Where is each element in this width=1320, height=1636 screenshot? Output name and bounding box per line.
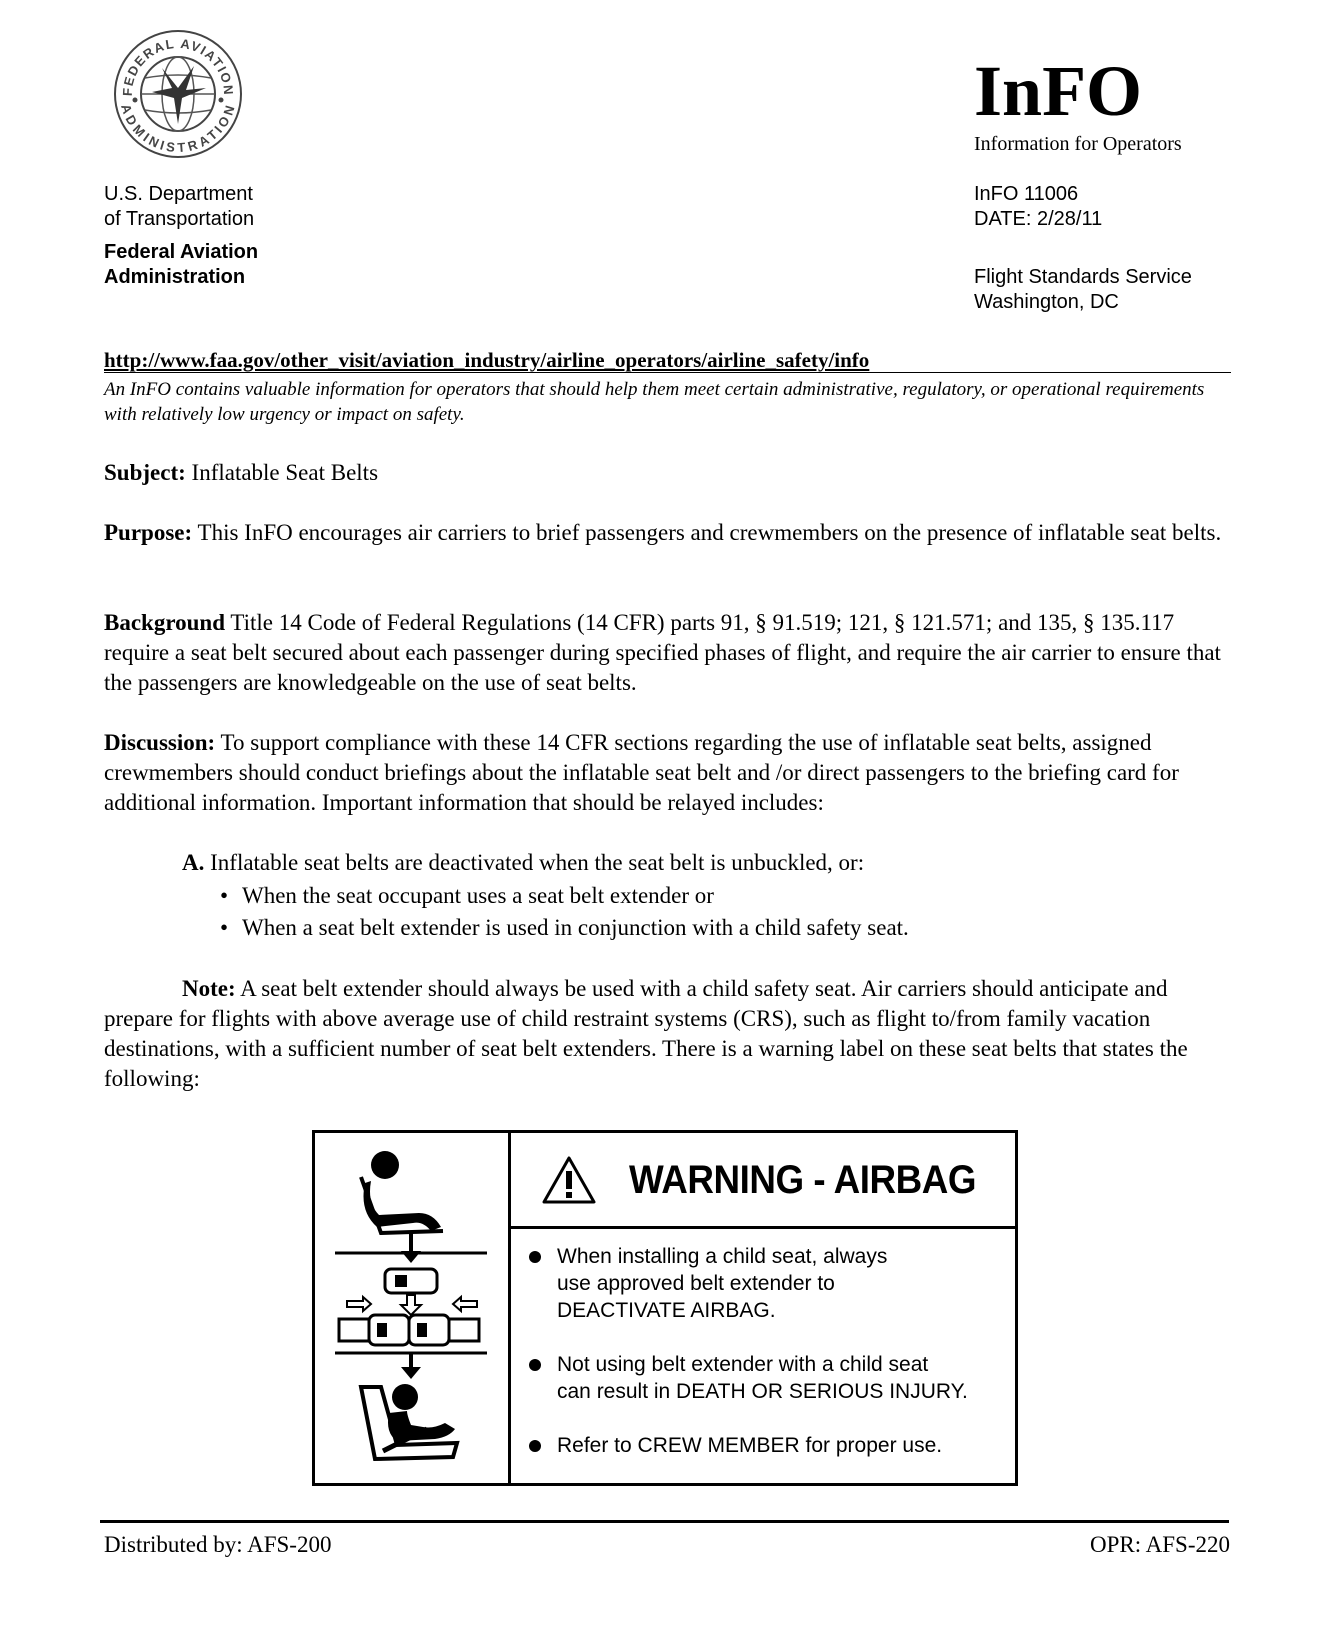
- warning-item-text: Not using belt extender with a child seat can result in DEATH OR SERIOUS INJURY.: [557, 1353, 968, 1403]
- list-item: [529, 1351, 968, 1405]
- dept-line-2: of Transportation: [104, 208, 255, 230]
- purpose-paragraph: [104, 518, 1231, 548]
- faa-line-2: Administration: [104, 266, 246, 288]
- warning-body: [511, 1229, 1015, 1483]
- office-line-1: Flight Standards Service: [974, 266, 1192, 288]
- list-item: • When the seat occupant uses a seat belt extender or: [218, 880, 909, 912]
- seal-text-top: FEDERAL AVIATION: [119, 35, 237, 97]
- purpose-label: Purpose:: [104, 520, 193, 545]
- issuing-office: [974, 265, 1192, 315]
- item-a: [182, 848, 864, 878]
- dept-line-1: U.S. Department: [104, 183, 253, 205]
- warning-triangle-icon: [541, 1155, 597, 1205]
- bullet-dot-icon: [529, 1440, 541, 1452]
- info-title: InFO: [974, 51, 1143, 131]
- child-seat-extender-icon: [315, 1133, 508, 1483]
- info-url-link[interactable]: http://www.faa.gov/other_visit/aviation_industry/airline_operators/airline_safety/info: [104, 348, 870, 372]
- document-date: DATE: 2/28/11: [974, 208, 1103, 230]
- note-text: A seat belt extender should always be used with a child safety seat. Air carriers should anticipate and prepare for flights with above average use of child restraint systems (CRS), such as flight to/from family vacation destinations, with a sufficient number of seat belt extenders. There is a warning label on these seat belts that states the following:: [104, 976, 1188, 1091]
- agency-name: [104, 240, 258, 290]
- faa-line-1: Federal Aviation: [104, 241, 259, 263]
- list-item: • When a seat belt extender is used in conjunction with a child safety seat.: [218, 912, 909, 944]
- note-paragraph: [104, 974, 1231, 1094]
- background-paragraph: [104, 608, 1231, 698]
- subject-label: Subject:: [104, 460, 186, 485]
- background-text: Title 14 Code of Federal Regulations (14 CFR) parts 91, § 91.519; 121, § 121.571; and 135, § 135.117 require a seat belt secured about each passenger during specified phases of flight, and require the air carrier to ensure that the passengers are knowledgeable on the use of seat belts.: [104, 610, 1221, 695]
- child-seat-pictogram: [315, 1133, 511, 1483]
- warning-item-text: When installing a child seat, always use approved belt extender to DEACTIVATE AIRBAG.: [557, 1245, 888, 1322]
- info-subtitle: Information for Operators: [974, 133, 1182, 155]
- faa-seal-logo: [112, 28, 244, 160]
- purpose-text: This InFO encourages air carriers to brief passengers and crewmembers on the presence of inflatable seat belts.: [197, 520, 1222, 545]
- discussion-label: Discussion:: [104, 730, 216, 755]
- seal-text-bottom: ADMINISTRATION: [118, 102, 238, 156]
- subject-paragraph: [104, 458, 1231, 488]
- list-item: [529, 1432, 942, 1459]
- item-a-label: A.: [182, 850, 205, 875]
- department-name: [104, 182, 254, 232]
- office-line-2: Washington, DC: [974, 291, 1119, 313]
- bullet-dot-icon: [529, 1251, 541, 1263]
- distributed-by: Distributed by: AFS-200: [104, 1532, 332, 1557]
- warning-title: WARNING - AIRBAG: [629, 1158, 976, 1202]
- warning-header: [511, 1133, 1015, 1229]
- subject-text: Inflatable Seat Belts: [191, 460, 379, 485]
- note-label: Note:: [182, 976, 236, 1001]
- footer-divider: [100, 1520, 1229, 1523]
- bullet-dot-icon: [529, 1359, 541, 1371]
- warning-item-text: Refer to CREW MEMBER for proper use.: [557, 1434, 943, 1457]
- document-number: InFO 11006: [974, 183, 1079, 205]
- warning-label-figure: [312, 1130, 1018, 1486]
- opr-code: OPR: AFS-220: [1090, 1532, 1230, 1557]
- header-divider: [104, 372, 1231, 373]
- document-info: [974, 182, 1102, 232]
- item-a-text: Inflatable seat belts are deactivated when the seat belt is unbuckled, or:: [210, 850, 865, 875]
- background-label: Background: [104, 610, 226, 635]
- discussion-text: To support compliance with these 14 CFR sections regarding the use of inflatable seat belts, assigned crewmembers should conduct briefings about the inflatable seat belt and /or direct passengers to the briefing card for additional information. Important information that should be relayed includes:: [104, 730, 1179, 815]
- info-disclaimer: An InFO contains valuable information for operators that should help them meet certain administrative, regulatory, or operational requirements with relatively low urgency or impact on safety.: [104, 379, 1205, 425]
- list-item: [529, 1243, 887, 1324]
- item-a-bullets: [218, 880, 909, 944]
- discussion-paragraph: [104, 728, 1231, 818]
